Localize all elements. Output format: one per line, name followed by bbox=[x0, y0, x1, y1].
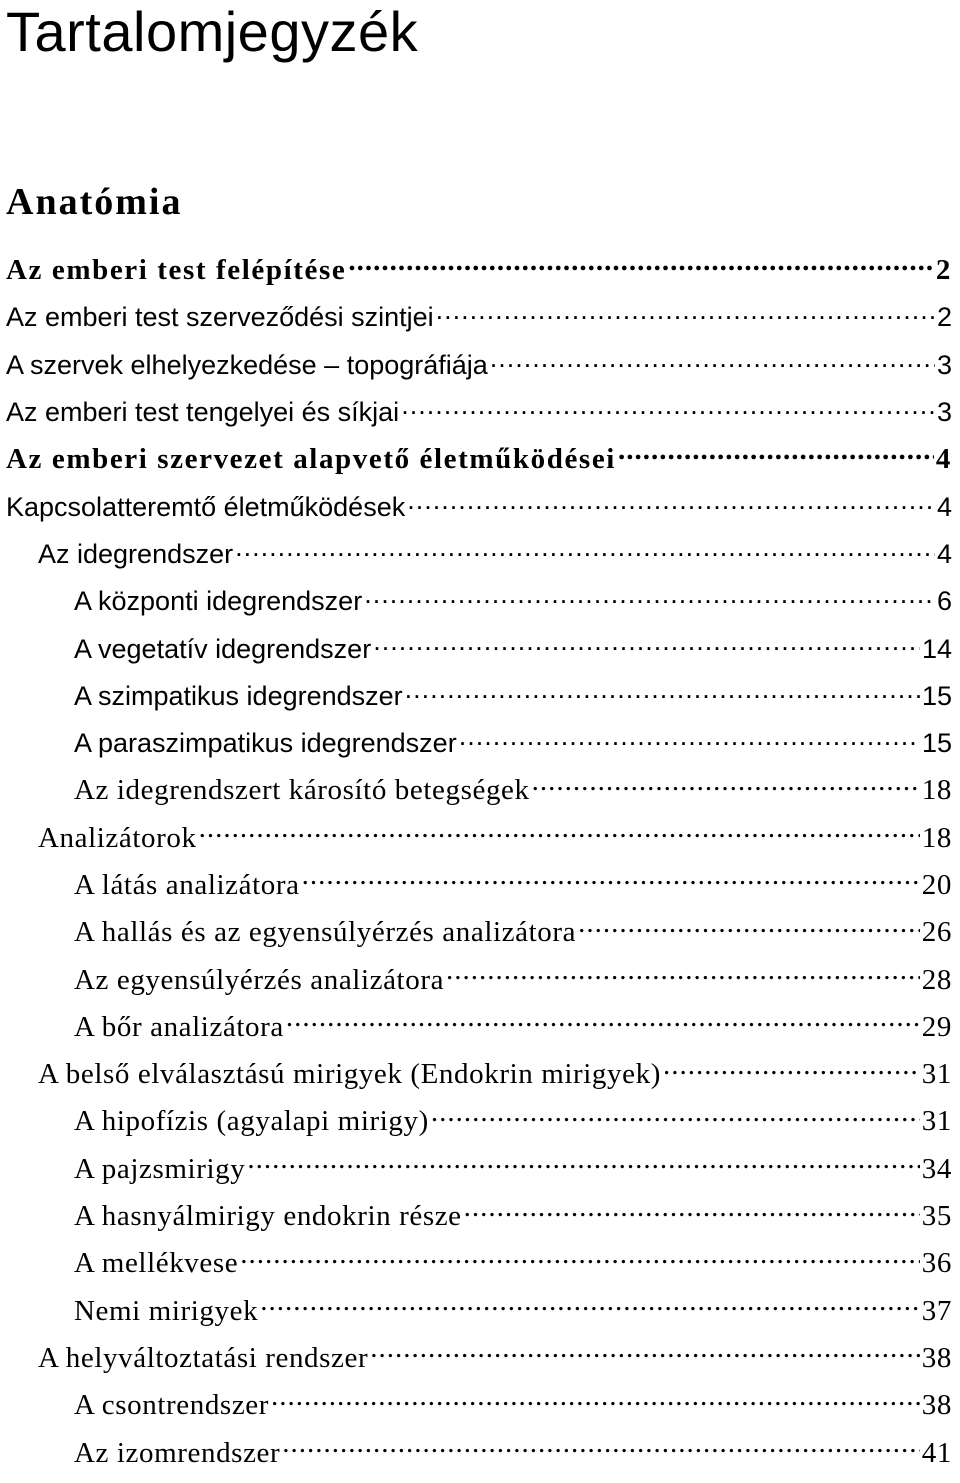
toc-entry[interactable] bbox=[0, 909, 960, 956]
toc-entry-page-number: 28 bbox=[921, 963, 952, 996]
toc-entry-label: Az egyensúlyérzés analizátora bbox=[74, 963, 445, 996]
toc-entry[interactable] bbox=[0, 815, 960, 862]
toc-entry[interactable] bbox=[0, 342, 960, 389]
page-title: Tartalomjegyzék bbox=[6, 0, 419, 63]
toc-entry[interactable] bbox=[0, 1004, 960, 1051]
toc-entry[interactable] bbox=[0, 294, 960, 341]
toc-dot-leader bbox=[532, 764, 920, 799]
toc-entry-page-number: 41 bbox=[921, 1436, 952, 1469]
toc-entry-page-number: 14 bbox=[921, 633, 952, 664]
toc-entry-label: A hallás és az egyensúlyérzés analizátora bbox=[74, 916, 577, 949]
toc-entry[interactable] bbox=[0, 862, 960, 909]
toc-entry[interactable] bbox=[0, 1335, 960, 1382]
toc-entry-label: Az emberi test szerveződési szintjei bbox=[6, 302, 434, 333]
toc-entry-page-number: 3 bbox=[936, 397, 952, 428]
toc-dot-leader bbox=[282, 1426, 920, 1461]
toc-entry-page-number: 38 bbox=[921, 1341, 952, 1374]
toc-dot-leader bbox=[199, 811, 920, 846]
toc-dot-leader bbox=[490, 342, 935, 374]
toc-entry-label: Analizátorok bbox=[38, 821, 197, 854]
toc-entry-page-number: 36 bbox=[921, 1247, 952, 1280]
toc-dot-leader bbox=[370, 1331, 920, 1366]
toc-entry-label: A szimpatikus idegrendszer bbox=[74, 680, 403, 711]
toc-entry-page-number: 38 bbox=[921, 1389, 952, 1422]
toc-entry[interactable] bbox=[0, 1288, 960, 1335]
toc-entry[interactable] bbox=[0, 247, 960, 294]
toc-dot-leader bbox=[459, 720, 920, 752]
toc-entry-page-number: 4 bbox=[936, 491, 952, 522]
toc-entry[interactable] bbox=[0, 578, 960, 625]
toc-entry-label: A látás analizátora bbox=[74, 869, 300, 901]
toc-dot-leader bbox=[271, 1379, 920, 1414]
toc-entry-label: A pajzsmirigy bbox=[74, 1152, 246, 1185]
toc-entry-label: Az emberi szervezet alapvető életműködései bbox=[6, 443, 616, 476]
toc-dot-leader bbox=[436, 294, 935, 326]
toc-entry-page-number: 31 bbox=[921, 1105, 952, 1138]
toc-entry-page-number: 15 bbox=[921, 728, 952, 759]
toc-entry-label: A csontrendszer bbox=[74, 1389, 270, 1422]
toc-dot-leader bbox=[431, 1095, 920, 1130]
toc-entry[interactable] bbox=[0, 720, 960, 767]
toc-entry-page-number: 18 bbox=[921, 774, 952, 807]
toc-entry-page-number: 4 bbox=[935, 443, 952, 476]
toc-entry-label: A vegetatív idegrendszer bbox=[74, 633, 372, 664]
toc-entry-label: A bőr analizátora bbox=[74, 1010, 284, 1043]
toc-entry[interactable] bbox=[0, 673, 960, 720]
toc-entry[interactable] bbox=[0, 531, 960, 578]
toc-entry[interactable] bbox=[0, 436, 960, 483]
toc-entry-page-number: 6 bbox=[936, 586, 952, 617]
toc-entry-page-number: 2 bbox=[935, 254, 952, 287]
toc-entry-page-number: 29 bbox=[921, 1010, 952, 1043]
toc-entry-page-number: 26 bbox=[921, 916, 952, 949]
toc-dot-leader bbox=[618, 433, 934, 468]
toc-entry[interactable] bbox=[0, 1429, 960, 1476]
toc-entry-label: A hipofízis (agyalapi mirigy) bbox=[74, 1105, 429, 1138]
toc-entry-label: A központi idegrendszer bbox=[74, 586, 363, 617]
toc-entry-page-number: 15 bbox=[921, 680, 952, 711]
toc-entry[interactable] bbox=[0, 767, 960, 814]
toc-dot-leader bbox=[464, 1190, 920, 1225]
toc-entry-label: Az idegrendszer bbox=[38, 538, 234, 569]
toc-entry-label: A paraszimpatikus idegrendszer bbox=[74, 728, 457, 759]
toc-dot-leader bbox=[663, 1048, 920, 1083]
toc-entry-page-number: 4 bbox=[936, 538, 952, 569]
toc-entry[interactable] bbox=[0, 483, 960, 530]
toc-dot-leader bbox=[578, 906, 920, 941]
toc-entry-label: Az emberi test tengelyei és síkjai bbox=[6, 397, 400, 428]
toc-dot-leader bbox=[302, 858, 920, 893]
toc-entry-label: A szervek elhelyezkedése – topográfiája bbox=[6, 349, 488, 380]
toc-dot-leader bbox=[286, 1000, 920, 1035]
toc-entry-page-number: 20 bbox=[921, 869, 952, 901]
toc-dot-leader bbox=[260, 1284, 920, 1319]
toc-entry-label: Az idegrendszert károsító betegségek bbox=[74, 774, 530, 807]
toc-entry[interactable] bbox=[0, 956, 960, 1003]
toc-entry-page-number: 3 bbox=[936, 349, 952, 380]
toc-dot-leader bbox=[373, 625, 920, 657]
toc-dot-leader bbox=[364, 578, 935, 610]
toc-dot-leader bbox=[401, 389, 935, 421]
toc-entry-label: A mellékvese bbox=[74, 1247, 239, 1280]
toc-entry[interactable] bbox=[0, 1193, 960, 1240]
toc-entry[interactable] bbox=[0, 1098, 960, 1145]
toc-entry[interactable] bbox=[0, 1240, 960, 1287]
toc-entry[interactable] bbox=[0, 1051, 960, 1098]
toc-dot-leader bbox=[446, 953, 920, 988]
toc-entry-label: A helyváltoztatási rendszer bbox=[38, 1341, 369, 1374]
toc-entry-label: Az emberi test felépítése bbox=[6, 254, 347, 287]
section-title: Anatómia bbox=[6, 181, 183, 223]
toc-dot-leader bbox=[247, 1142, 919, 1177]
toc-dot-leader bbox=[348, 244, 934, 279]
toc-dot-leader bbox=[405, 673, 920, 705]
toc-entry-page-number: 31 bbox=[921, 1058, 952, 1091]
toc-entry-label: Az izomrendszer bbox=[74, 1436, 281, 1469]
toc-entry[interactable] bbox=[0, 625, 960, 672]
toc-entry-label: A hasnyálmirigy endokrin része bbox=[74, 1200, 462, 1233]
toc-entry-page-number: 37 bbox=[921, 1294, 952, 1327]
toc-entry[interactable] bbox=[0, 1146, 960, 1193]
toc-entry-label: A belső elválasztású mirigyek (Endokrin mirigyek) bbox=[38, 1058, 661, 1091]
table-of-contents bbox=[0, 247, 960, 1477]
toc-entry-page-number: 18 bbox=[921, 821, 952, 854]
toc-dot-leader bbox=[240, 1237, 920, 1272]
toc-entry-label: Kapcsolatteremtő életműködések bbox=[6, 491, 406, 522]
toc-entry[interactable] bbox=[0, 1382, 960, 1429]
toc-entry-page-number: 34 bbox=[921, 1152, 952, 1185]
toc-entry-page-number: 2 bbox=[936, 302, 952, 333]
toc-entry-label: Nemi mirigyek bbox=[74, 1294, 259, 1327]
toc-dot-leader bbox=[235, 531, 935, 563]
toc-entry[interactable] bbox=[0, 389, 960, 436]
toc-entry-page-number: 35 bbox=[921, 1200, 952, 1233]
toc-dot-leader bbox=[407, 484, 935, 516]
